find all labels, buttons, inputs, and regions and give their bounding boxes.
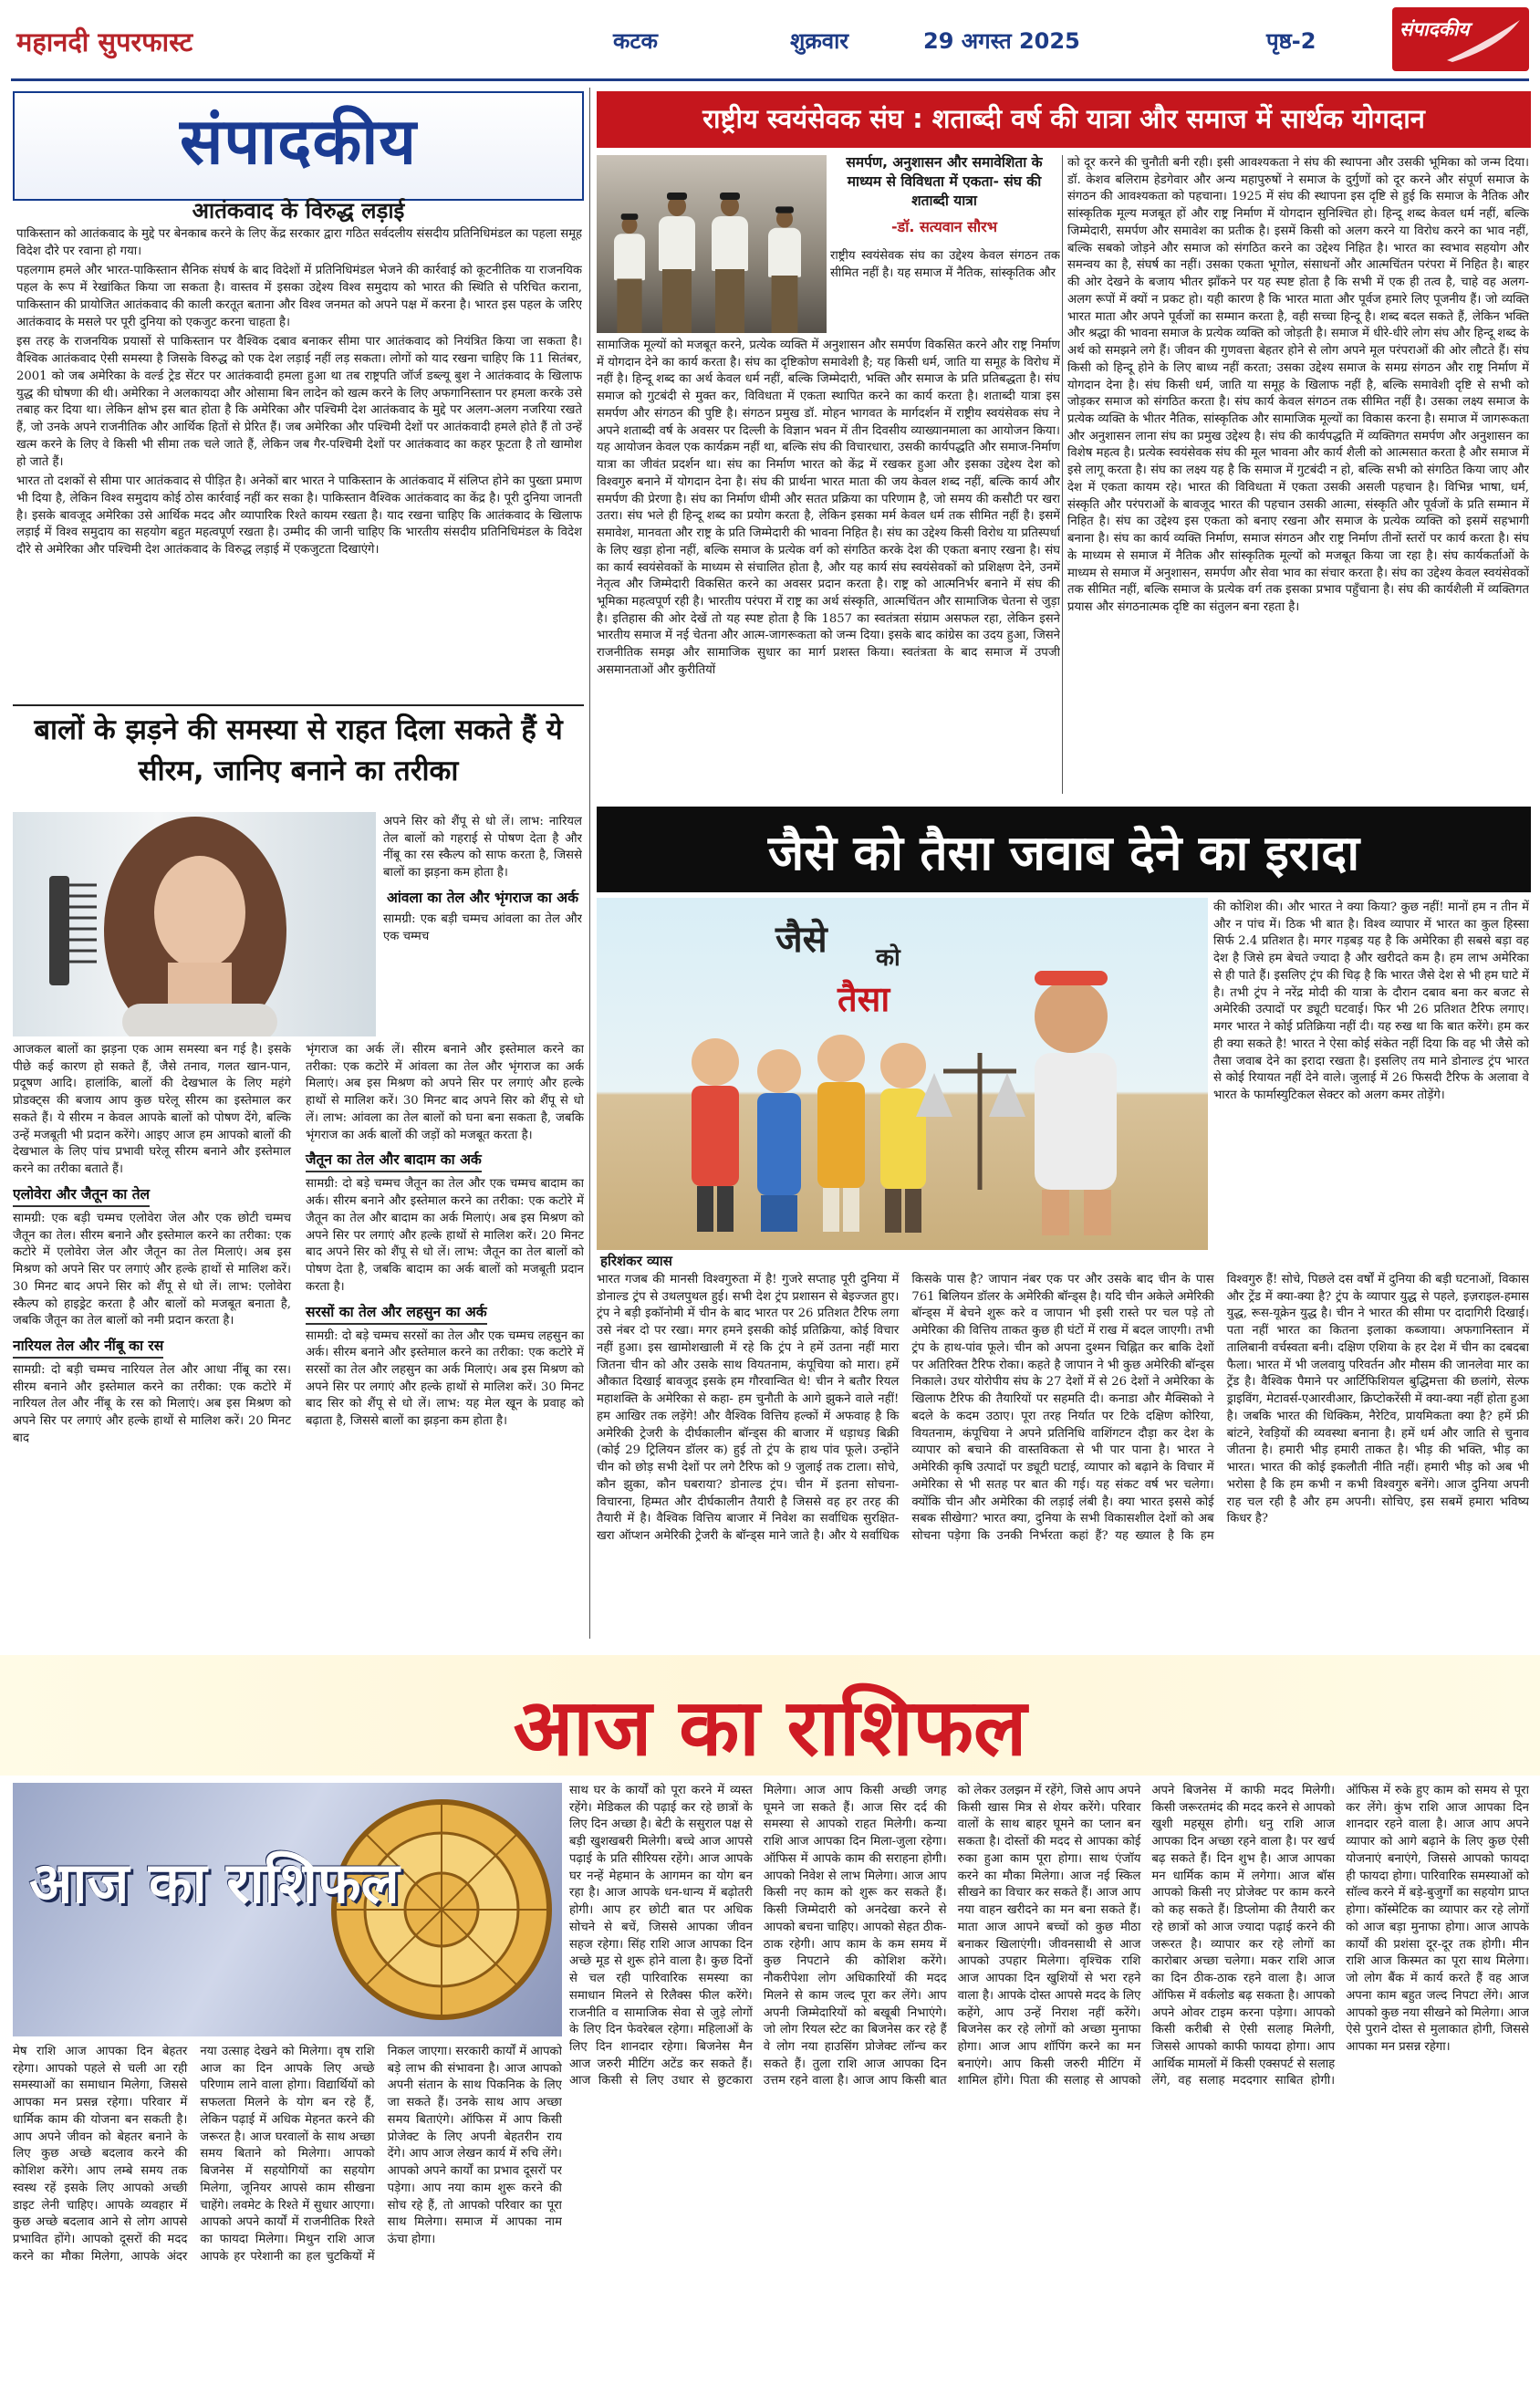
- tit-for-tat-headline: जैसे को तैसा जवाब देने का इरादा: [767, 826, 1360, 881]
- rss-photo: [597, 155, 827, 333]
- tit-for-tat-body: भारत गजब की मानसी विश्वगुरुता में है! गुजरे सप्ताह पूरी दुनिया में डोनाल्ड ट्रंप से उथलपुथल हुई। सभी देश ट्रंप प्रशासन से बेइज्जत हुए। ट्रंप ने बड़ी इकॉनोमी में चीन के बाद भारत पर 26 प्रतिशत टैरिफ लगा उसे नंबर दो पर रखा। मगर हमने इसकी कोई प्रतिक्रिया, कोई विचार नहीं हुआ। इस खामोशखाली में रहे कि ट्रंप ने हमें उतना नहीं मारा जितना चीन को और उसके साथ वियतनाम, कंपूचिया को मारा। हमें औकात दिखाई बावजूद इसके हम गौरवान्वित थे! चीन ने बतौर रियल महाशक्ति के अमेरिका से कहा- हम चुनौती के आगे झुकने वाले नहीं! हम आखिर तक लड़ेंगे! और वैश्विक वित्तिय हल्कों में अफवाह है कि अमेरिकी ट्रेजरी के दीर्घकालीन बॉन्ड्स की बाजार में धड़ाधड़ बिक्री (कोई 29 ट्रिलियन डॉलर क) हुई तो ट्रंप के हाथ पांव फूले। उन्होंने चीन को छोड़ सभी देशों पर लगे टैरिफ को 9 जुलाई तक टाला। सोचे, कौन झुका, कौन घबराया? डोनाल्ड ट्रंप। चीन में इतना सोचना-विचारना, हिम्मत और दीर्घकालीन तैयारी है जिससे वह हर तरह की तैयारी में है। वैश्विक वित्तिय बाजार में निवेश का सर्वाधिक सुरक्षित-खरा ऑप्शन अमेरिकी ट्रेजरी के बॉन्ड्स माने जाते है। और ये सर्वाधिक किसके पास है? जापान नंबर एक पर और उसके बाद चीन के पास 761 बिलियन डॉलर के अमेरिकी बॉन्ड्स है। यदि चीन अकेले अमेरिकी बॉन्ड्स में बेचने शुरू करे व जापान भी इसी रास्ते पर चल पड़े तो अमेरिका की वित्तिय ताकत कुछ ही घंटों में राख में बदल जाएगी। तभी ट्रंप के हाथ-पांव फूले। चीन को अपना दुश्मन चिह्नित कर बाकि देशों पर अतिरिक्त टैरिफ रोका। कहते है जापान ने भी कुछ अमेरिकी बॉन्ड्स निकाले। उधर योरोपीय संघ के 27 देशों में से 26 देशों ने अमेरिका के खिलाफ टैरिफ की तैयारियों पर सहमति दी। कनाडा और मैक्सिको ने बदले के कदम उठाए। पूरा तरह निर्यात पर टिके दक्षिण कोरिया, वियतनाम, कंपूचिया ने अपने प्रतिनिधि वाशिंगटन दौड़ा कर देश के व्यापार को बचाने की वास्तविकता से भी पार पाना है। भारत ने अमेरिकी कृषि उत्पादों पर ड्यूटी घटाई, व्यापार को बढ़ाने के विचार में अमेरिका से भी सतह पर बात की गई। यह संकट वर्ष भर चलेगा। क्योंकि चीन और अमेरिका की लड़ाई लंबी है। क्या भारत इससे कोई सबक सीखेगा? भारत क्या, दुनिया के सभी विकासशील देशों को अब सोचना पड़ेगा कि उनकी निर्भरता कहां हैं? यह ख्याल है कि हम विश्वगुरु हैं! सोचे, पिछले दस वर्षों में दुनिया की बड़ी घटनाओं, विकास और ट्रेंड में क्या-क्या है? ट्रंप के व्यापार युद्ध से पहले, इज़राइल-हमास युद्ध, रूस-यूक्रेन युद्ध है। चीन ने भारत की सीमा पर दादागिरी दिखाई। पता नहीं भारत का कितना इलाका कब्जाया। अफगानिस्तान में तालिबानी वर्चस्वता बनी। दक्षिण एशिया के हर देश में चीन का दबदबा फैला। भारत में भी जलवायु परिवर्तन और मौसम की जानलेवा मार का ट्रेंड है। वैश्विक पैमाने पर आर्टिफिशियल बुद्धिमत्ता की छलांगे, सेल्फ ड्राइविंग, मेटावर्स-एआरवीआर, क्रिप्टोकरेंसी में क्या-क्या नहीं होता हुआ है। जबकि भारत की धिक्किम, नैरेटिव, प्रायमिकता क्या है? हमें फ्री बांटने, रेवड़ियों की व्यवस्था बनाना है। हमें धर्म और जाति से चुनाव जीतना है। हमारी भीड़ हमारी ताकत है। भीड़ की भक्ति, भीड़ का भारत। भारत की कोई इकलौती नीति नहीं। हमारी भीड़ को अब भी भरोसा है कि हम कभी न कभी विश्वगुरु बनेंगे। आज दुनिया अपनी राह चल रही है और हम अपनी। सोचिए, इस सबमें हमारा भविष्य किधर है?: [597, 1273, 1529, 1544]
- woman-with-comb-illustration: [13, 812, 376, 1036]
- editorial-paragraph: पहलगाम हमले और भारत-पाकिस्तान सैनिक संघर्ष के बाद विदेशों में प्रतिनिधिमंडल भेजने की कार्रवाई को कूटनीतिक या राजनयिक पहल के रूप में रेखांकित किया जा सकता है। वास्तव में इसका उद्देश्य विश्व समुदाय को भारत की स्थिति से परिचित कराना, पाकिस्तान की प्रायोजित आतंकवाद की काली करतूत बताना और विश्व जनमत को अपने पक्ष में करना है। भारत इस पहल के जरिए आतंकवाद के मसले पर पूरी दुनिया को एकजुट करना चाहता है।: [16, 264, 582, 329]
- cartoon-illustration: [597, 898, 1208, 1250]
- hair-subheading: आंवला का तेल और भृंगराज का अर्क: [387, 889, 578, 906]
- person-figure: [657, 196, 697, 333]
- date: 29 अगस्त 2025: [923, 28, 1080, 54]
- hair-paragraph: सामग्री: एक बड़ी चम्मच एलोवेरा जेल और एक छोटी चम्मच जैतून का तेल। सीरम बनाने और इस्तेमाल करने का तरीका: एक कटोरे में एलोवेरा जेल और जैतून का तेल मिलाएं। अब इस मिश्रण को अपने सिर पर लगाएं और हल्के हाथों से मालिश करें। 30 मिनट बाद अपने सिर को शैंपू से धो लें। लाभ: एलोवेरा स्कैल्प को हाइड्रेट करता है और बालों को मजबूत बनाता है, जबकि जैतून का तेल बालों को नमी प्रदान करता है।: [13, 1211, 291, 1328]
- rss-headline: राष्ट्रीय स्वयंसेवक संघ : शताब्दी वर्ष की यात्रा और समाज में सार्थक योगदान: [702, 103, 1425, 134]
- pull-quote-text: समर्पण, अनुशासन और समावेशिता के माध्यम से विविधता में एकता- संघ की शताब्दी यात्रा: [846, 154, 1043, 209]
- hair-body: [383, 814, 582, 1044]
- hair-body: [13, 1042, 584, 1630]
- rss-pull-quote: [830, 153, 1058, 245]
- byline: हरिशंकर व्यास: [600, 1253, 672, 1269]
- hair-subheading: सरसों का तेल और लहसुन का अर्क: [306, 1302, 487, 1325]
- newspaper-name: महानदी सुपरफास्ट: [16, 26, 193, 57]
- hair-paragraph: सामग्री: दो बड़े चम्मच जैतून का तेल और एक चम्मच बादाम का अर्क। सीरम बनाने और इस्तेमाल करने का तरीका: एक कटोरे में जैतून का तेल और बादाम का अर्क मिलाएं। अब इस मिश्रण को अपने सिर पर लगाएं और हल्के हाथों से मालिश करें। 20 मिनट बाद अपने सिर को शैंपू से धो लें। लाभ: जैतून का तेल बालों को पोषण देता है, जबकि बादाम का अर्क बालों को मजबूती प्रदान करता है।: [306, 1177, 584, 1294]
- hair-subheading: एलोवेरा और जैतून का तेल: [13, 1184, 150, 1207]
- tit-for-tat-headline-bar: [597, 807, 1531, 892]
- rashifal-headline: आज का राशिफल: [513, 1682, 1027, 1774]
- hair-headline: बालों के झड़ने की समस्या से राहत दिला सकते हैं ये सीरम, जानिए बनाने का तरीका: [34, 713, 563, 787]
- section-rule: [13, 704, 584, 706]
- person-figure: [612, 217, 646, 334]
- rashifal-headline-bar: [0, 1655, 1540, 1776]
- hair-paragraph: भृंगराज का अर्क लें। सीरम बनाने और इस्तेमाल करने का तरीका: एक कटोरे में आंवला का तेल और भृंगराज का अर्क मिलाएं। अब इस मिश्रण को अपने सिर पर लगाएं और हल्के हाथों से मालिश करें। 30 मिनट बाद अपने सिर को शैंपू से धो लें। लाभ: आंवला का तेल बालों को घना बना सकता है, जबकि भृंगराज का अर्क बालों की जड़ों को मजबूत करता है।: [306, 1043, 584, 1142]
- city: कटक: [613, 28, 658, 54]
- rss-headline-bar: [597, 91, 1531, 148]
- section-logo-text: संपादकीय: [1400, 17, 1470, 40]
- rss-body: सामाजिक मूल्यों को मजबूत करने, प्रत्येक व्यक्ति में अनुशासन और समर्पण विकसित करने और राष्ट्र निर्माण में योगदान देने का कार्य करता है। संघ का दृष्टिकोण समावेशी है; यह किसी धर्म, जाति या समूह के विरोध में नहीं है। हिन्दू शब्द का अर्थ केवल धर्म नहीं, बल्कि जिम्मेदारी, भक्ति और समाज के प्रति प्रतिबद्धता है। संघ समाज को गुटबंदी से मुक्त कर, विविधता में एकता स्थापित करने का कार्य करता है। शताब्दी यात्रा इस समर्पण और संगठन की पुष्टि है। संगठन प्रमुख डॉ. मोहन भागवत के मार्गदर्शन में राष्ट्रीय स्वयंसेवक संघ ने अपने शताब्दी वर्ष के अवसर पर दिल्ली के विज्ञान भवन में तीन दिवसीय व्याख्यानमाला का आयोजन किया। यह आयोजन केवल एक कार्यक्रम नहीं था, बल्कि संघ की विचारधारा, उसकी कार्यपद्धति और समाज-निर्माण यात्रा का जीवंत प्रदर्शन था। संघ का निर्माण भारत को केंद्र में रखकर हुआ और इसका उद्देश्य देश को विश्वगुरु बनाने में योगदान देना है। संघ की प्रार्थना भारत माता की जय केवल शब्द नहीं, बल्कि कार्य और समर्पण की प्रेरणा है। संघ का निर्माण धीमी और सतत प्रक्रिया का परिणाम है, जो समय की कसौटी पर खरा उतरा। संघ भले ही हिन्दू शब्द का प्रयोग करता है, लेकिन इसका मर्म केवल धर्म तक सीमित नहीं है। इसमें समावेश, मानवता और राष्ट्र के प्रति जिम्मेदारी की भावना निहित है। संघ का उद्देश्य किसी विरोध या प्रतिस्पर्धा के लिए खड़ा होना नहीं, बल्कि समाज के प्रत्येक वर्ग को संगठित करके देश की एकता बनाए रखना है। संघ का कार्य स्वयंसेवकों के माध्यम से संचालित होता है, और यह कार्य संघ स्वयंसेवकों को प्रशिक्षण देने, उनमें नेतृत्व और जिम्मेदारी विकसित करने का अवसर प्रदान करता है। राष्ट्र को आत्मनिर्भर बनाने में संघ की भूमिका महत्वपूर्ण रही है। भारतीय परंपरा में राष्ट्र का अर्थ संस्कृति, आत्मचिंतन और सामाजिक चेतना से जुड़ा है। इतिहास की ओर देखें तो यह स्पष्ट होता है कि 1857 का स्वतंत्रता संग्राम असफल रहा, लेकिन इसने भारतीय समाज में नई चेतना और आत्म-जागरूकता को जन्म दिया। इसके बाद कांग्रेस का उदय हुआ, जिसने राजनीतिक समझ और सामाजिक सुधार का मार्ग प्रशस्त किया। स्वतंत्रता के बाद समाज में उपजी असमानताओं और कुरीतियों: [597, 338, 1060, 677]
- rss-body: को दूर करने की चुनौती बनी रही। इसी आवश्यकता ने संघ की स्थापना और उसकी भूमिका को जन्म दिया। डॉ. केशव बलिराम हेडगेवार और अन्य महापुरुषों ने समाज के दुर्गुणों को दूर करने और संपूर्ण समाज के संगठन की आवश्यकता को पहचाना। 1925 में संघ की स्थापना इस दृष्टि से हुई कि समाज के नैतिक और सांस्कृतिक मूल्य मजबूत हों और राष्ट्र निर्माण में योगदान सुनिश्चित हो। हिन्दू शब्द केवल धर्म नहीं, बल्कि जिम्मेदारी, समर्पण और समावेश का प्रतीक है। इसमें किसी को अलग करने या विरोध करने का भाव नहीं, बल्कि सबको जोड़ने और समाज को संगठित करने का उद्देश्य निहित है। भारत का स्वभाव सहयोग और समन्वय का है, संघर्ष का नहीं। उसका एकता भूगोल, संसाधनों और आत्मचिंतन परंपरा में निहित है। बाहर की ओर देखने के बजाय भीतर झाँकने पर यह स्पष्ट होता है कि सभी में एक ही तत्व है, चाहे वह अलग-अलग रूपों में क्यों न प्रकट हो। यही कारण है कि भारत माता और पूर्वज हमारे लिए पूजनीय हैं। जो व्यक्ति भारत माता और अपने पूर्वजों का सम्मान करता है, वही सच्चा हिन्दू है। शब्द बदल सकते हैं, लेकिन भक्ति और श्रद्धा की भावना समाज के प्रत्येक व्यक्ति को जोड़ती है। समाज में धीरे-धीरे लोग संघ और हिन्दू शब्द के अर्थ को समझने लगे हैं। जीवन की गुणवत्ता बेहतर होने से लोग अपने मूल परंपराओं की ओर लौटते हैं। संघ किसी को हिन्दू होने के लिए बाध्य नहीं करता; उसका उद्देश्य समाज के समग्र संगठन और राष्ट्र निर्माण में योगदान देना है। संघ किसी धर्म, जाति या समूह के खिलाफ नहीं है, बल्कि समावेशी दृष्टि से सभी को जोड़कर समाज को संगठित करता है। संघ कार्य केवल संगठन तक सीमित नहीं है। उसका लक्ष्य समाज के प्रत्येक व्यक्ति के भीतर नैतिक, सांस्कृतिक और सामाजिक मूल्यों का विकास करना है। समाज में जागरूकता और अनुशासन लाना संघ का प्रमुख उद्देश्य है। संघ की कार्यपद्धति में व्यक्तिगत समर्पण और अनुशासन का विशेष महत्व है। प्रत्येक स्वयंसेवक संघ की मूल भावना और कार्य शैली को आत्मसात करता है और समाज में इसे लागू करता है। संघ का लक्ष्य यह है कि समाज में गुटबंदी न हो, बल्कि सभी को संगठित किया जाए और देश में एकता कायम रहे। भारत की विविधता में एकता उसकी असली पहचान है। विभिन्न भाषा, धर्म, संस्कृति और परंपराओं के बावजूद भारत की पहचान उसकी आत्मा, संस्कृति और पूर्वजों के प्रति सम्मान में निहित है। संघ का उद्देश्य इस एकता को बनाए रखना और समाज के प्रत्येक व्यक्ति को इसमें सहभागी बनाना है। संघ का कार्य व्यक्ति निर्माण, समाज संगठन और राष्ट्र निर्माण तीनों स्तरों पर कार्य करता है। संघ के माध्यम से समाज में नैतिक और सांस्कृतिक मूल्यों को मजबूत किया जा रहा है। संघ कार्यकर्ताओं के माध्यम से समाज में अनुशासन, समर्पण और सेवा भाव का संचार करता है। संघ का उद्देश्य केवल स्वयंसेवकों तक सीमित नहीं, बल्कि समाज के प्रत्येक वर्ग तक इसका प्रभाव पहुँचाना है। संघ की कार्यशैली में व्यक्तिगत प्रयास और संगठनात्मक दृष्टि का संतुलन बना रहता है।: [1067, 156, 1529, 615]
- editorial-body: [16, 226, 582, 701]
- masthead-rule: [11, 78, 1529, 81]
- hair-paragraph: अपने सिर को शैंपू से धो लें। लाभ: नारियल तेल बालों को गहराई से पोषण देता है और नींबू का रस स्कैल्प को साफ करता है, जिससे बालों का झड़ना कम होता है।: [383, 815, 582, 880]
- rss-body: राष्ट्रीय स्वयंसेवक संघ का उद्देश्य केवल संगठन तक सीमित नहीं है। यह समाज में नैतिक, सांस्कृतिक और: [830, 249, 1060, 280]
- rashifal-banner-image: [13, 1783, 562, 2036]
- masthead: [0, 0, 1540, 78]
- day: शुक्रवार: [790, 28, 849, 54]
- person-figure: [710, 196, 750, 333]
- page-number: पृष्ठ-2: [1266, 28, 1316, 54]
- editorial-headline: आतंकवाद के विरुद्ध लड़ाई: [192, 198, 405, 224]
- editorial-paragraph: भारत तो दशकों से सीमा पार आतंकवाद से पीड़ित है। अनेकों बार भारत ने पाकिस्तान के आतंकवाद में संलिप्त होने का पुख्ता प्रमाण भी दिया है, लेकिन विश्व समुदाय कोई ठोस कार्रवाई नहीं कर सका है। पाकिस्तान वैश्विक आतंकवाद का केंद्र है। पूरी दुनिया जानती है। इसके बावजूद अमेरिका उसे आर्थिक मदद और व्यापारिक रिश्ते कायम रखता है। याद रखना चाहिए कि आतंकवाद के खिलाफ लड़ाई में विश्व समुदाय का सहयोग बहुत महत्वपूर्ण रखता है। उम्मीद की जानी चाहिए कि भारतीय संसदीय प्रतिनिधिमंडल के विदेश दौरे से अमेरिका और पश्चिमी देश आतंकवाद के विरुद्ध लड़ाई में एकजुटता दिखाएंगे।: [16, 474, 582, 557]
- editorial-paragraph: इस तरह के राजनयिक प्रयासों से पाकिस्तान पर वैश्विक दबाव बनाकर सीमा पार आतंकवाद को नियंत्रित किया जा सकता है। वैश्विक आतंकवाद ऐसी समस्या है जिसके विरुद्ध को एक देश लड़ाई नहीं लड़ सकता। लोगों को याद रखना चाहिए कि 11 सितंबर, 2001 को जब अमेरिका के वर्ल्ड ट्रेड सेंटर पर आतंकवादी हमला हुआ था तब राष्ट्रपति जॉर्ज डब्ल्यू बुश ने आतंकवाद के खिलाफ युद्ध की घोषणा की थी। अमेरिका ने अलकायदा और ओसामा बिन लादेन को खत्म करने के लिए अफगानिस्तान पर हमला करके उसे तबाह कर दिया था। लेकिन क्षोभ इस बात होता है कि अमेरिका और पश्चिमी देश आतंकवाद के मुद्दे पर अलग-अलग नजरिया रखते हैं, जो उनके अपने राजनीतिक और आर्थिक हितों से प्रेरित हैं। जब अमेरिका और पश्चिमी देशों पर आतंकवादी हमले होते हैं तो उन्हें खत्म करने के लिए वे किसी भी सीमा तक चले जाते हैं, लेकिन जब गैर-पश्चिमी देशों पर आतंकवाद का कहर फूटता है तो खामोश हो जाते हैं।: [16, 335, 582, 469]
- hair-paragraph: सामग्री: एक बड़ी चम्मच आंवला का तेल और एक चम्मच: [383, 911, 582, 943]
- cartoon-caption: जैसे: [775, 919, 827, 961]
- hair-headline-box: [13, 710, 584, 819]
- section-logo: [1392, 7, 1529, 71]
- hair-subheading: नारियल तेल और नींबू का रस: [13, 1336, 163, 1359]
- rashifal-banner-text: आज का राशिफल: [29, 1849, 400, 1916]
- column-divider: [1062, 155, 1063, 794]
- person-figure: [766, 210, 803, 333]
- editorial-paragraph: पाकिस्तान को आतंकवाद के मुद्दे पर बेनकाब करने के लिए केंद्र सरकार द्वारा गठित सर्वदलीय संसदीय प्रतिनिधिमंडल का पहला समूह विदेश दौरे पर रवाना हो गया।: [16, 227, 582, 258]
- hair-paragraph: आजकल बालों का झड़ना एक आम समस्या बन गई है। इसके पीछे कई कारण हो सकते हैं, जैसे तनाव, गलत खान-पान, प्रदूषण आदि। हालांकि, बालों की देखभाल के लिए महंगे प्रोडक्ट्स की बजाय आप कुछ घरेलू सीरम का इस्तेमाल कर सकते हैं। ये सीरम न केवल आपके बालों को पोषण देंगे, बल्कि उन्हें मजबूती भी प्रदान करेंगे। आइए आज हम आपको बालों की देखभाल के लिए पांच प्रभावी घरेलू सीरम बनाने और इस्तेमाल करने का तरीका बताते हैं।: [13, 1043, 291, 1177]
- hair-photo: [13, 812, 376, 1036]
- cartoon-caption: तैसा: [838, 979, 890, 1019]
- cartoon-figures: [597, 898, 1208, 1250]
- editorial-title-box: [13, 91, 584, 201]
- quill-icon: [1392, 7, 1529, 71]
- hair-paragraph: सामग्री: दो बड़ी चम्मच नारियल तेल और आधा नींबू का रस। सीरम बनाने और इस्तेमाल करने का तरीका: एक कटोरे में नारियल तेल और नींबू के रस को मिलाएं। अब इस मिश्रण को अपने सिर पर लगाएं और हल्के हाथों से मालिश करें। 20 मिनट बाद: [13, 1363, 291, 1445]
- column-divider: [589, 88, 590, 1639]
- cartoon-caption: को: [876, 944, 900, 972]
- author-name: -डॉ. सत्यवान सौरभ: [891, 217, 997, 235]
- tit-for-tat-body: की कोशिश की। और भारत ने क्या किया? कुछ नहीं! मानों हम न तीन में और न पांच में। ठिक भी बात है। विश्व व्यापार में भारत का कुल हिस्सा सिर्फ 2.4 प्रतिशत है। मगर गड़बड़ यह है कि अमेरिका ही सबसे बड़ा वह देश है जिसे हम बेचते ज्यादा है और खरीदते कम है। हम लाभ अमेरिका से ही पाते हैं। इसलिए ट्रंप की चिढ़ है कि भारत जैसे देश से भी हम घाटे में है। तभी ट्रंप ने नरेंद्र मोदी की यात्रा के दौरान दबाव बना कर बजट से अमेरिकी उत्पादों पर ड्यूटी घटवाई। फिर भी 26 प्रतिशत टैरिफ लगाए। मगर भारत ने कोई प्रतिक्रिया नहीं दी। यह रुख था कि बात करेंगे। हम कर ही क्या सकते है! भारत ने ऐसा कोई संकेत नहीं दिया कि वह भी जैसे को तैसा जवाब देने का इरादा रखता है। इसलिए तय माने डोनाल्ड ट्रंप भारत से कोई रियायत नहीं देने वाले। जुलाई में 26 फिसदी टैरिफ के अलावा वे भारत के फार्मास्युटिकल सेक्टर को अलग कमर तोड़ेंगे।: [1213, 901, 1529, 1103]
- rashifal-body: साथ घर के कार्यों को पूरा करने में व्यस्त रहेंगे। मेडिकल की पढ़ाई कर रहे छात्रों के लिए दिन अच्छा है। बेटी के ससुराल पक्ष से बड़ी खुशखबरी मिलेगी। बच्चे आज आपसे पढ़ाई के प्रति सीरियस रहेंगे। आज आपके घर नन्हें मेहमान के आगमन का योग बन रहा है। आज आपके धन-धान्य में बढ़ोतरी होगी। आप हर छोटी बात पर अधिक सोचने से बचें, जिससे आपका जीवन सहज रहेगा। सिंह राशि आज आपका दिन अच्छे मूड से शुरू होने वाला है। कुछ दिनों से चल रही पारिवारिक समस्या का समाधान मिलने से रिलैक्स फील करेंगे। राजनीति व सामाजिक सेवा से जुड़े लोगों के लिए दिन फेवरेबल रहेगा। महिलाओं के लिए दिन शानदार रहेगा। बिजनेस मैन आज जरुरी मीटिंग अटेंड कर सकते हैं। आज किसी से लिए उधार से छुटकारा मिलेगा। आज आप किसी अच्छी जगह घूमने जा सकते हैं। आज सिर दर्द की समस्या से आपको राहत मिलेगी। कन्या राशि आज आपका दिन मिला-जुला रहेगा। ऑफिस में आपके काम की सराहना होगी। आपको निवेश से लाभ मिलेगा। आज आप किसी नए काम को शुरू कर सकते हैं। किसी जिम्मेदारी को अनदेखा करने से आपको बचना चाहिए। आपको सेहत ठीक-ठाक रहेगी। आप काम के कम समय में कुछ निपटाने की कोशिश करेंगे। नौकरीपेशा लोग अधिकारियों की मदद मिलने से काम जल्द पूरा कर लेंगे। आप अपनी जिम्मेदारियों को बखूबी निभाएंगे। जो लोग रियल स्टेट का बिजनेस कर रहे हैं वे लोग नया हाउसिंग प्रोजेक्ट लॉन्च कर सकते हैं। तुला राशि आज आपका दिन उत्तम रहने वाला है। आज आप किसी बात को लेकर उलझन में रहेंगे, जिसे आप अपने किसी खास मित्र से शेयर करेंगे। परिवार वालों के साथ बाहर घूमने का प्लान बन सकता है। दोस्तों की मदद से आपका कोई रुका हुआ काम पूरा होगा। साथ एंजॉय करने का मौका मिलेगा। आज नई स्किल सीखने का विचार कर सकते हैं। आज आप नया वाहन खरीदने का मन बना सकते हैं। माता आज आपने बच्चों को कुछ मीठा बनाकर खिलाएंगी। जीवनसाथी से आज आपको उपहार मिलेगा। वृश्चिक राशि आज आपका दिन खुशियों से भरा रहने वाला है। आपके दोस्त आपसे मदद के लिए कहेंगे, आप उन्हें निराश नहीं करेंगे। बिजनेस कर रहे लोगों को अच्छा मुनाफा होगा। आज आप शॉपिंग करने का मन बनाएंगे। आप किसी जरुरी मीटिंग में शामिल होंगे। पिता की सलाह से आपको अपने बिजनेस में काफी मदद मिलेगी। किसी जरूरतमंद की मदद करने से आपको खुशी महसूस होगी। धनु राशि आज आपका दिन अच्छा रहने वाला है। पर खर्च बढ़ सकते हैं। दिन शुभ है। आज आपका मन धार्मिक काम में लगेगा। आज बॉस आपको किसी नए प्रोजेक्ट पर काम करने को कह सकते हैं। डिप्लोमा की तैयारी कर रहे छात्रों को आज ज्यादा पढ़ाई करने की जरूरत है। व्यापार कर रहे लोगों का कारोबार अच्छा चलेगा। मकर राशि आज का दिन ठीक-ठाक रहने वाला है। आज ऑफिस में वर्कलोड बढ़ सकता है। आपको अपने ओवर टाइम करना पड़ेगा। आपको किसी करीबी से ऐसी सलाह मिलेगी, जिससे आपको काफी फायदा होगा। आप आर्थिक मामलों में किसी एक्सपर्ट से सलाह लेंगे, वह सलाह मददगार साबित होगी। ऑफिस में रुके हुए काम को समय से पूरा कर लेंगे। कुंभ राशि आज आपका दिन शानदार रहने वाला है। आज आप अपने व्यापार को आगे बढ़ाने के लिए कुछ ऐसी योजनाएं बनाएंगे, जिससे आपको फायदा ही फायदा होगा। पारिवारिक समस्याओं को सॉल्व करने में बड़े-बुजुर्गों का सहयोग प्राप्त होगा। कॉस्मेटिक का व्यापार कर रहे लोगों को आज बड़ा मुनाफा होगा। आज आपके कार्यों की प्रशंसा दूर-दूर तक होगी। मीन राशि आज किस्मत का पूरा साथ मिलेगा। जो लोग बैंक में कार्य करते हैं वह आज अपना काम बहुत जल्द निपटा लेंगे। आज आपको कुछ नया सीखने को मिलेगा। आज ऐसे पुराने दोस्त से मुलाकात होगी, जिससे आपका मन प्रसन्न रहेगा।: [569, 1784, 1529, 2088]
- hair-paragraph: सामग्री: दो बड़े चम्मच सरसों का तेल और एक चम्मच लहसुन का अर्क। सीरम बनाने और इस्तेमाल करने का तरीका: एक कटोरे में सरसों का तेल और लहसुन का अर्क मिलाएं। अब इस मिश्रण को अपने सिर पर लगाएं और हल्के हाथों से मालिश करें। 30 मिनट बाद सिर को शैंपू से धो लें। लाभ: यह मेल खून के प्रवाह को बढ़ाता है, जिससे बालों का झड़ना कम होता है।: [306, 1328, 584, 1429]
- hair-subheading: जैतून का तेल और बादाम का अर्क: [306, 1150, 482, 1172]
- editorial-title: संपादकीय: [180, 103, 417, 179]
- rashifal-body: मेष राशि आज आपका दिन बेहतर रहेगा। आपको पहले से चली आ रही समस्याओं का समाधान मिलेगा, जिससे आपका मन प्रसन्न रहेगा। परिवार में धार्मिक काम की योजना बन सकती है। आप अपने जीवन को बेहतर बनाने के लिए कुछ अच्छे बदलाव करने की कोशिश करेंगे। आप लम्बे समय तक स्वस्थ रहें इसके लिए आपको अच्छी डाइट लेनी चाहिए। आपके व्यवहार में कुछ अच्छे बदलाव आने से लोग आपसे प्रभावित होंगे। आपको दूसरों की मदद करने का मौका मिलेगा, आपके अंदर नया उत्साह देखने को मिलेगा। वृष राशि आज का दिन आपके लिए अच्छे परिणाम लाने वाला होगा। विद्यार्थियों को सफलता मिलने के योग बन रहे हैं, लेकिन पढ़ाई में अधिक मेहनत करने की जरूरत है। आज घरवालों के साथ अच्छा समय बिताने को मिलेगा। आपको बिजनेस में सहयोगियों का सहयोग मिलेगा, जूनियर आपसे काम सीखना चाहेंगे। लवमेट के रिश्ते में सुधार आएगा। आपको अपने कार्यों में राजनीतिक रिश्ते का फायदा मिलेगा। मिथुन राशि आज आपके हर परेशानी का हल चुटकियों में निकल जाएगा। सरकारी कार्यों में आपको बड़े लाभ की संभावना है। आज आपको अपनी संतान के साथ पिकनिक के लिए जा सकते हैं। उनके साथ आप अच्छा समय बिताएंगे। ऑफिस में आप किसी प्रोजेक्ट के लिए अपनी बेहतरीन राय देंगे। आप आज लेखन कार्य में रुचि लेंगे। आपको अपने कार्यों का प्रभाव दूसरों पर पड़ेगा। आप नया काम शुरू करने की सोच रहे हैं, तो आपको परिवार का पूरा साथ मिलेगा। समाज में आपका नाम ऊंचा होगा।: [13, 2045, 562, 2264]
